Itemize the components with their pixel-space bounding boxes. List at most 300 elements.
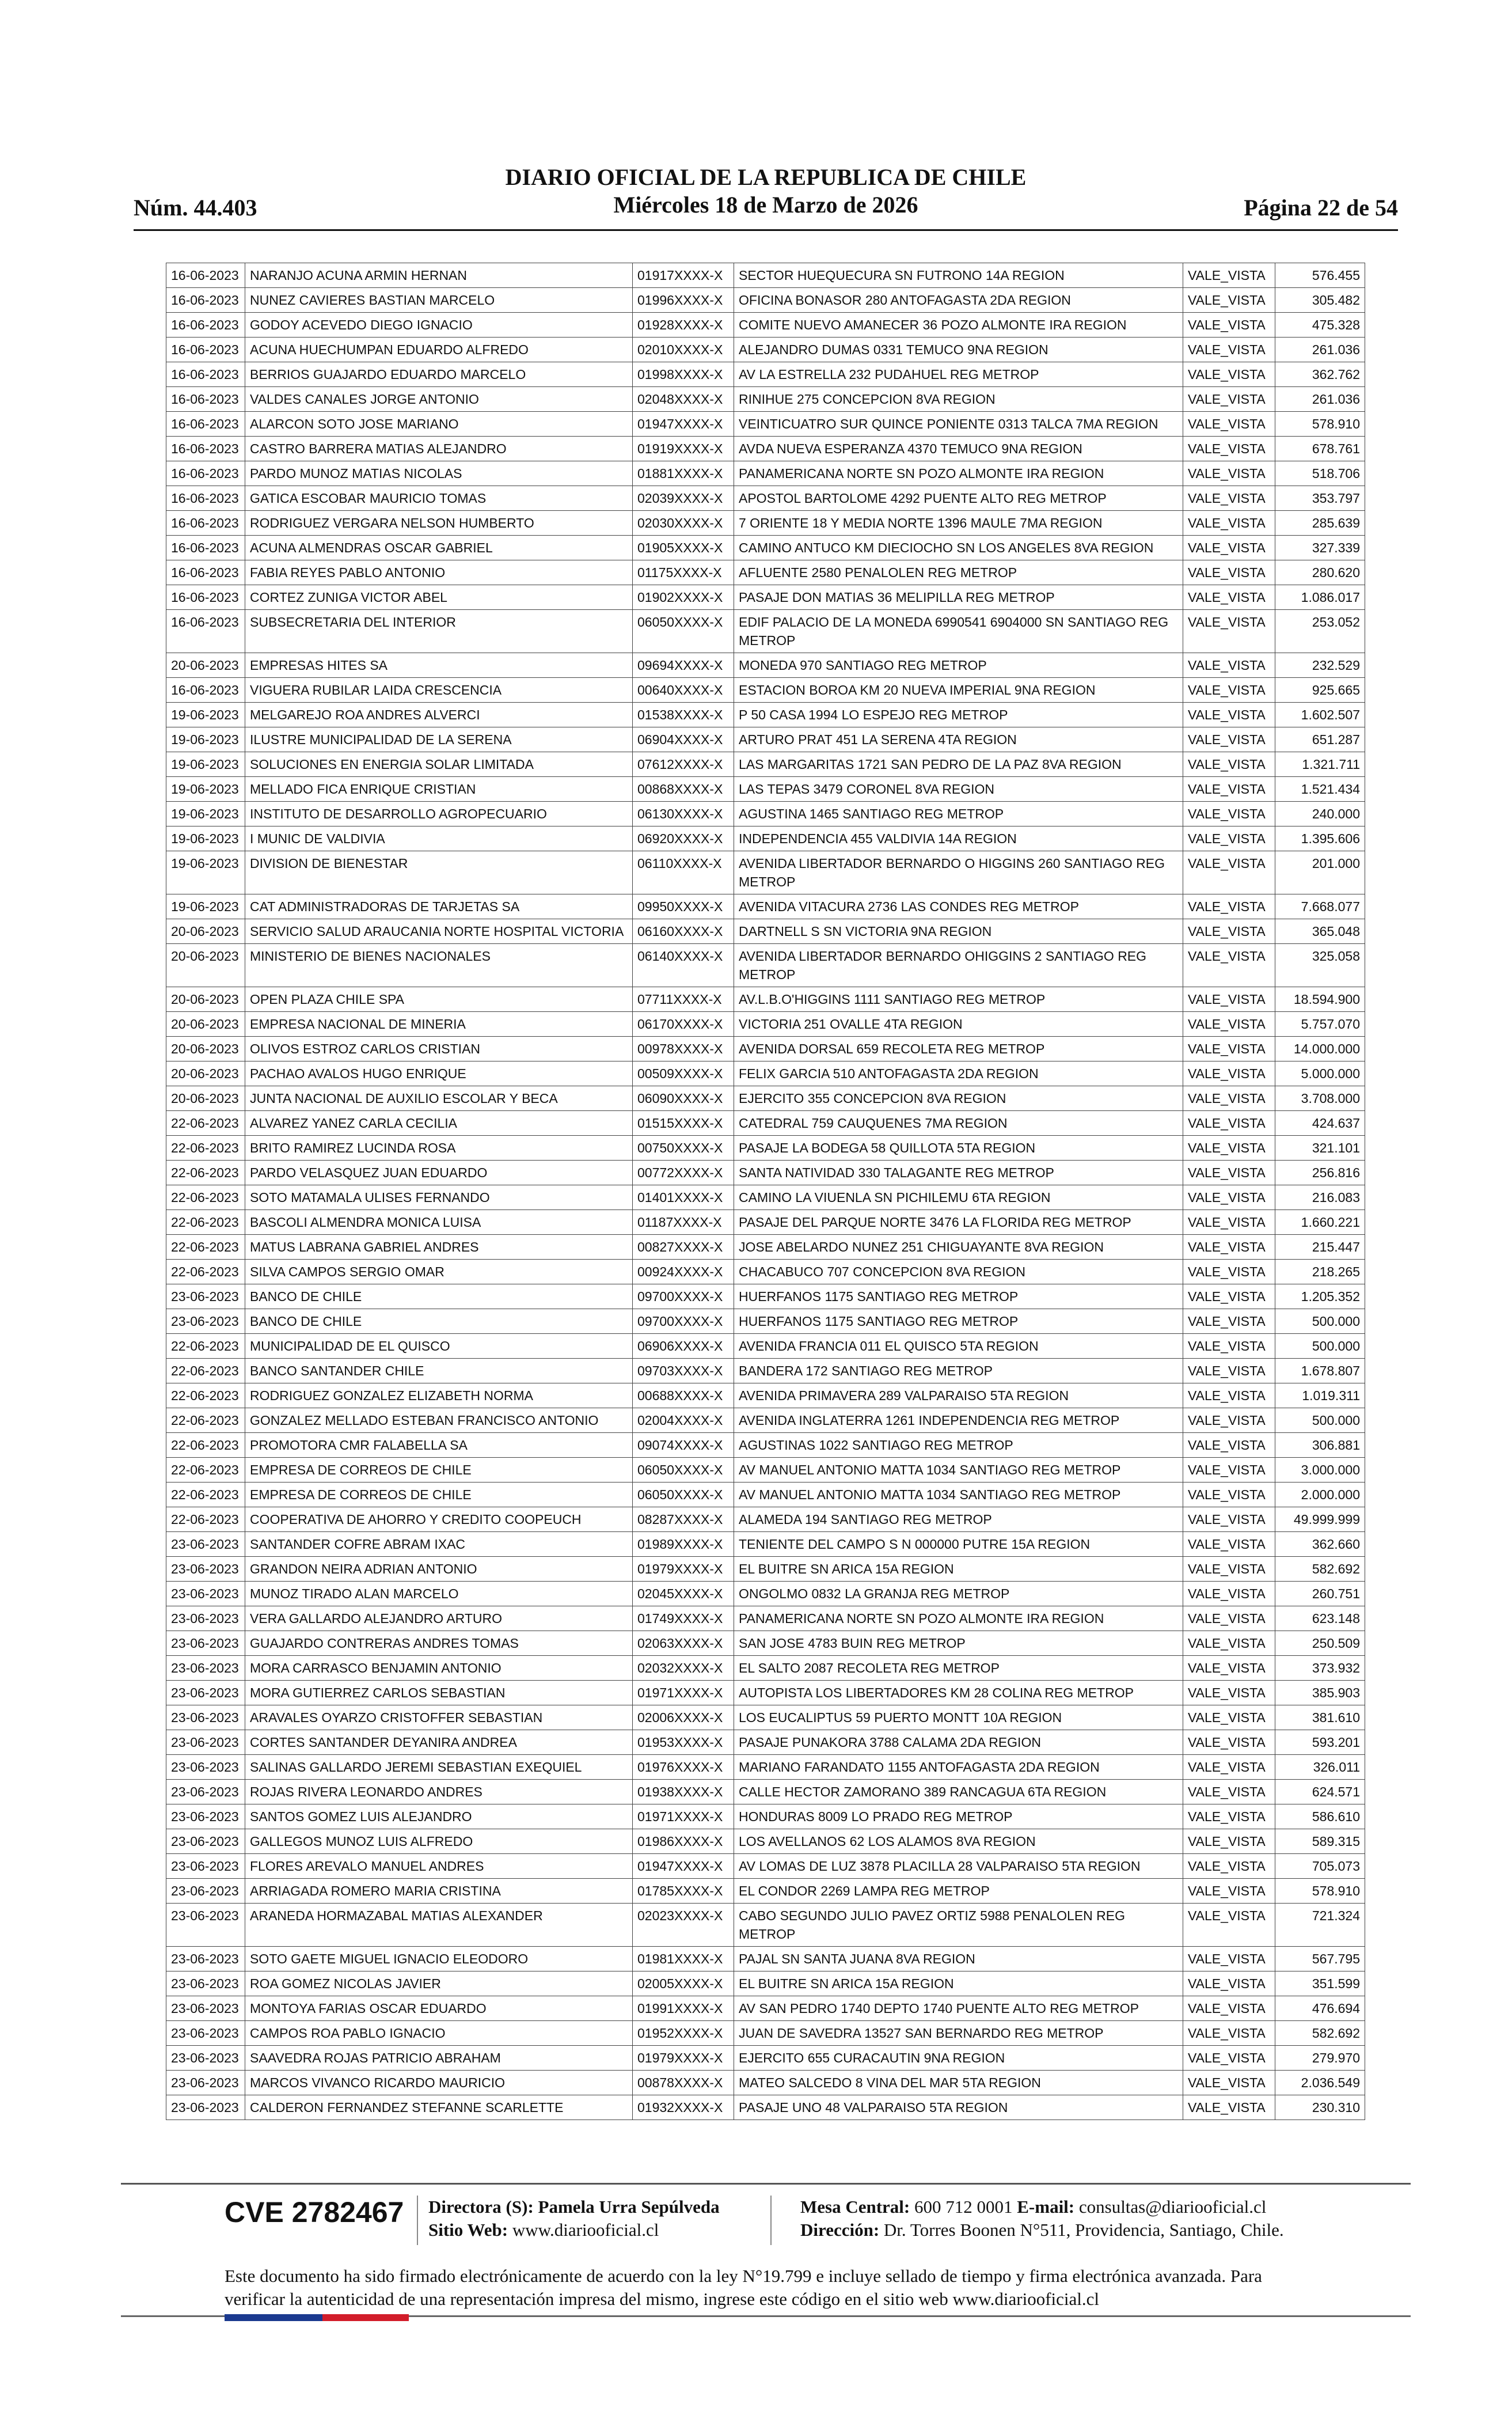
name-cell: EMPRESA DE CORREOS DE CHILE xyxy=(245,1458,633,1483)
cve-code: CVE 2782467 xyxy=(225,2196,404,2228)
name-cell: EMPRESA DE CORREOS DE CHILE xyxy=(245,1483,633,1507)
amount-cell: 721.324 xyxy=(1275,1904,1365,1947)
payment-type-cell: VALE_VISTA xyxy=(1183,987,1275,1012)
date-cell: 22-06-2023 xyxy=(166,1210,245,1235)
rut-cell: 01986XXXX-X xyxy=(633,1829,734,1854)
payment-type-cell: VALE_VISTA xyxy=(1183,1111,1275,1136)
rut-cell: 06904XXXX-X xyxy=(633,727,734,752)
rut-cell: 02030XXXX-X xyxy=(633,511,734,536)
payment-type-cell: VALE_VISTA xyxy=(1183,919,1275,944)
name-cell: SILVA CAMPOS SERGIO OMAR xyxy=(245,1260,633,1284)
payment-type-cell: VALE_VISTA xyxy=(1183,1971,1275,1996)
name-cell: FLORES AREVALO MANUEL ANDRES xyxy=(245,1854,633,1879)
name-cell: PARDO VELASQUEZ JUAN EDUARDO xyxy=(245,1161,633,1185)
rut-cell: 00772XXXX-X xyxy=(633,1161,734,1185)
payment-type-cell: VALE_VISTA xyxy=(1183,1829,1275,1854)
payment-type-cell: VALE_VISTA xyxy=(1183,1947,1275,1971)
name-cell: MORA CARRASCO BENJAMIN ANTONIO xyxy=(245,1656,633,1681)
amount-cell: 2.036.549 xyxy=(1275,2071,1365,2095)
amount-cell: 582.692 xyxy=(1275,1557,1365,1582)
address-cell: SANTA NATIVIDAD 330 TALAGANTE REG METROP xyxy=(734,1161,1183,1185)
date-cell: 20-06-2023 xyxy=(166,1037,245,1061)
date-cell: 16-06-2023 xyxy=(166,486,245,511)
amount-cell: 7.668.077 xyxy=(1275,894,1365,919)
name-cell: CORTEZ ZUNIGA VICTOR ABEL xyxy=(245,585,633,610)
amount-cell: 586.610 xyxy=(1275,1804,1365,1829)
name-cell: ARAVALES OYARZO CRISTOFFER SEBASTIAN xyxy=(245,1705,633,1730)
amount-cell: 325.058 xyxy=(1275,944,1365,987)
name-cell: ALVAREZ YANEZ CARLA CECILIA xyxy=(245,1111,633,1136)
rut-cell: 01881XXXX-X xyxy=(633,461,734,486)
footer-separator xyxy=(417,2196,418,2245)
table-row xyxy=(166,1854,1365,1879)
table-row xyxy=(166,1582,1365,1606)
address-cell: AVENIDA INGLATERRA 1261 INDEPENDENCIA REG METROP xyxy=(734,1408,1183,1433)
amount-cell: 678.761 xyxy=(1275,437,1365,461)
name-cell: SOTO MATAMALA ULISES FERNANDO xyxy=(245,1185,633,1210)
rut-cell: 06170XXXX-X xyxy=(633,1012,734,1037)
address-cell: MONEDA 970 SANTIAGO REG METROP xyxy=(734,653,1183,678)
amount-cell: 18.594.900 xyxy=(1275,987,1365,1012)
header-divider xyxy=(134,229,1398,231)
amount-cell: 14.000.000 xyxy=(1275,1037,1365,1061)
payment-type-cell: VALE_VISTA xyxy=(1183,826,1275,851)
name-cell: ILUSTRE MUNICIPALIDAD DE LA SERENA xyxy=(245,727,633,752)
payment-type-cell: VALE_VISTA xyxy=(1183,1507,1275,1532)
rut-cell: 02004XXXX-X xyxy=(633,1408,734,1433)
address-cell: MARIANO FARANDATO 1155 ANTOFAGASTA 2DA REGION xyxy=(734,1755,1183,1780)
amount-cell: 3.708.000 xyxy=(1275,1086,1365,1111)
date-cell: 23-06-2023 xyxy=(166,1829,245,1854)
payment-type-cell: VALE_VISTA xyxy=(1183,2071,1275,2095)
name-cell: NUNEZ CAVIERES BASTIAN MARCELO xyxy=(245,288,633,313)
table-row xyxy=(166,987,1365,1012)
name-cell: FABIA REYES PABLO ANTONIO xyxy=(245,560,633,585)
address-cell: EL CONDOR 2269 LAMPA REG METROP xyxy=(734,1879,1183,1904)
name-cell: EMPRESAS HITES SA xyxy=(245,653,633,678)
date-cell: 16-06-2023 xyxy=(166,362,245,387)
address-cell: VEINTICUATRO SUR QUINCE PONIENTE 0313 TALCA 7MA REGION xyxy=(734,412,1183,437)
table-row xyxy=(166,1061,1365,1086)
payment-type-cell: VALE_VISTA xyxy=(1183,1458,1275,1483)
amount-cell: 582.692 xyxy=(1275,2021,1365,2046)
table-row xyxy=(166,919,1365,944)
name-cell: RODRIGUEZ VERGARA NELSON HUMBERTO xyxy=(245,511,633,536)
date-cell: 23-06-2023 xyxy=(166,1532,245,1557)
amount-cell: 230.310 xyxy=(1275,2095,1365,2120)
name-cell: CORTES SANTANDER DEYANIRA ANDREA xyxy=(245,1730,633,1755)
name-cell: JUNTA NACIONAL DE AUXILIO ESCOLAR Y BECA xyxy=(245,1086,633,1111)
rut-cell: 06906XXXX-X xyxy=(633,1334,734,1359)
address-cell: EJERCITO 655 CURACAUTIN 9NA REGION xyxy=(734,2046,1183,2071)
address-cell: PANAMERICANA NORTE SN POZO ALMONTE IRA REGION xyxy=(734,461,1183,486)
table-row xyxy=(166,1185,1365,1210)
rut-cell: 00640XXXX-X xyxy=(633,678,734,703)
date-cell: 22-06-2023 xyxy=(166,1433,245,1458)
table-row xyxy=(166,1532,1365,1557)
rut-cell: 01917XXXX-X xyxy=(633,263,734,288)
payment-type-cell: VALE_VISTA xyxy=(1183,851,1275,894)
table-row xyxy=(166,1656,1365,1681)
rut-cell: 06050XXXX-X xyxy=(633,1458,734,1483)
address-cell: EJERCITO 355 CONCEPCION 8VA REGION xyxy=(734,1086,1183,1111)
table-row xyxy=(166,826,1365,851)
date-cell: 19-06-2023 xyxy=(166,752,245,777)
date-cell: 22-06-2023 xyxy=(166,1408,245,1433)
payment-type-cell: VALE_VISTA xyxy=(1183,1904,1275,1947)
date-cell: 23-06-2023 xyxy=(166,1854,245,1879)
payment-type-cell: VALE_VISTA xyxy=(1183,894,1275,919)
amount-cell: 253.052 xyxy=(1275,610,1365,653)
payment-type-cell: VALE_VISTA xyxy=(1183,1210,1275,1235)
amount-cell: 3.000.000 xyxy=(1275,1458,1365,1483)
name-cell: CAMPOS ROA PABLO IGNACIO xyxy=(245,2021,633,2046)
page-number: Página 22 de 54 xyxy=(1244,195,1398,221)
amount-cell: 476.694 xyxy=(1275,1996,1365,2021)
amount-cell: 1.086.017 xyxy=(1275,585,1365,610)
payment-type-cell: VALE_VISTA xyxy=(1183,653,1275,678)
rut-cell: 00688XXXX-X xyxy=(633,1383,734,1408)
table-row xyxy=(166,1136,1365,1161)
date-cell: 16-06-2023 xyxy=(166,511,245,536)
date-cell: 22-06-2023 xyxy=(166,1483,245,1507)
table-row xyxy=(166,1408,1365,1433)
date-cell: 23-06-2023 xyxy=(166,2046,245,2071)
payment-type-cell: VALE_VISTA xyxy=(1183,1705,1275,1730)
table-row xyxy=(166,1631,1365,1656)
rut-cell: 01175XXXX-X xyxy=(633,560,734,585)
name-cell: MORA GUTIERREZ CARLOS SEBASTIAN xyxy=(245,1681,633,1705)
payment-type-cell: VALE_VISTA xyxy=(1183,1681,1275,1705)
table-row xyxy=(166,1947,1365,1971)
payment-type-cell: VALE_VISTA xyxy=(1183,727,1275,752)
legal-notice: Este documento ha sido firmado electrónicamente de acuerdo con la ley N°19.799 e incluye sellado de tiempo y firma electrónica avanzada. Para verificar la autenticidad de una representación impresa del mismo, ingrese este código en el sitio web www.diariooficial.cl xyxy=(225,2266,1262,2309)
address-cell: LAS MARGARITAS 1721 SAN PEDRO DE LA PAZ 8VA REGION xyxy=(734,752,1183,777)
payment-type-cell: VALE_VISTA xyxy=(1183,1996,1275,2021)
name-cell: GATICA ESCOBAR MAURICIO TOMAS xyxy=(245,486,633,511)
rut-cell: 06160XXXX-X xyxy=(633,919,734,944)
table-row xyxy=(166,703,1365,727)
table-row xyxy=(166,585,1365,610)
amount-cell: 49.999.999 xyxy=(1275,1507,1365,1532)
table-row xyxy=(166,362,1365,387)
table-row xyxy=(166,2046,1365,2071)
amount-cell: 1.602.507 xyxy=(1275,703,1365,727)
date-cell: 23-06-2023 xyxy=(166,1804,245,1829)
amount-cell: 240.000 xyxy=(1275,802,1365,826)
amount-cell: 381.610 xyxy=(1275,1705,1365,1730)
rut-cell: 08287XXXX-X xyxy=(633,1507,734,1532)
rut-cell: 09700XXXX-X xyxy=(633,1284,734,1309)
name-cell: OPEN PLAZA CHILE SPA xyxy=(245,987,633,1012)
address-cell: APOSTOL BARTOLOME 4292 PUENTE ALTO REG METROP xyxy=(734,486,1183,511)
amount-cell: 326.011 xyxy=(1275,1755,1365,1780)
amount-cell: 260.751 xyxy=(1275,1582,1365,1606)
address-cell: CAMINO LA VIUENLA SN PICHILEMU 6TA REGION xyxy=(734,1185,1183,1210)
rut-cell: 01749XXXX-X xyxy=(633,1606,734,1631)
table-row xyxy=(166,1086,1365,1111)
amount-cell: 593.201 xyxy=(1275,1730,1365,1755)
rut-cell: 01952XXXX-X xyxy=(633,2021,734,2046)
table-row xyxy=(166,1507,1365,1532)
rut-cell: 01902XXXX-X xyxy=(633,585,734,610)
amount-cell: 1.019.311 xyxy=(1275,1383,1365,1408)
address-cell: ARTURO PRAT 451 LA SERENA 4TA REGION xyxy=(734,727,1183,752)
payment-type-cell: VALE_VISTA xyxy=(1183,1433,1275,1458)
footer-divider xyxy=(121,2183,1411,2185)
date-cell: 23-06-2023 xyxy=(166,1631,245,1656)
amount-cell: 925.665 xyxy=(1275,678,1365,703)
date-cell: 23-06-2023 xyxy=(166,2021,245,2046)
amount-cell: 285.639 xyxy=(1275,511,1365,536)
address-cell: DARTNELL S SN VICTORIA 9NA REGION xyxy=(734,919,1183,944)
address-cell: AVENIDA LIBERTADOR BERNARDO OHIGGINS 2 SANTIAGO REG METROP xyxy=(734,944,1183,987)
name-cell: BERRIOS GUAJARDO EDUARDO MARCELO xyxy=(245,362,633,387)
payment-type-cell: VALE_VISTA xyxy=(1183,610,1275,653)
email-link[interactable]: consultas@diariooficial.cl xyxy=(1078,2197,1267,2217)
rut-cell: 09700XXXX-X xyxy=(633,1309,734,1334)
rut-cell: 06050XXXX-X xyxy=(633,610,734,653)
address-cell: LAS TEPAS 3479 CORONEL 8VA REGION xyxy=(734,777,1183,802)
address-cell: PASAJE DEL PARQUE NORTE 3476 LA FLORIDA REG METROP xyxy=(734,1210,1183,1235)
amount-cell: 475.328 xyxy=(1275,313,1365,338)
address-cell: AVDA NUEVA ESPERANZA 4370 TEMUCO 9NA REGION xyxy=(734,437,1183,461)
address-cell: LOS EUCALIPTUS 59 PUERTO MONTT 10A REGION xyxy=(734,1705,1183,1730)
amount-cell: 1.395.606 xyxy=(1275,826,1365,851)
amount-cell: 705.073 xyxy=(1275,1854,1365,1879)
rut-cell: 00750XXXX-X xyxy=(633,1136,734,1161)
name-cell: PACHAO AVALOS HUGO ENRIQUE xyxy=(245,1061,633,1086)
name-cell: ARANEDA HORMAZABAL MATIAS ALEXANDER xyxy=(245,1904,633,1947)
payment-type-cell: VALE_VISTA xyxy=(1183,1161,1275,1185)
name-cell: ROA GOMEZ NICOLAS JAVIER xyxy=(245,1971,633,1996)
payment-type-cell: VALE_VISTA xyxy=(1183,1532,1275,1557)
payment-type-cell: VALE_VISTA xyxy=(1183,1582,1275,1606)
publication-title: DIARIO OFICIAL DE LA REPUBLICA DE CHILE xyxy=(505,164,1027,190)
table-row xyxy=(166,1904,1365,1947)
table-row xyxy=(166,752,1365,777)
table-row xyxy=(166,727,1365,752)
address-cell: AV MANUEL ANTONIO MATTA 1034 SANTIAGO REG METROP xyxy=(734,1483,1183,1507)
table-row xyxy=(166,1705,1365,1730)
address-cell: AVENIDA DORSAL 659 RECOLETA REG METROP xyxy=(734,1037,1183,1061)
date-cell: 20-06-2023 xyxy=(166,919,245,944)
amount-cell: 280.620 xyxy=(1275,560,1365,585)
name-cell: OLIVOS ESTROZ CARLOS CRISTIAN xyxy=(245,1037,633,1061)
address-cell: HUERFANOS 1175 SANTIAGO REG METROP xyxy=(734,1284,1183,1309)
table-row xyxy=(166,1730,1365,1755)
address-cell: EL BUITRE SN ARICA 15A REGION xyxy=(734,1971,1183,1996)
amount-cell: 1.678.807 xyxy=(1275,1359,1365,1383)
address-cell: AVENIDA VITACURA 2736 LAS CONDES REG METROP xyxy=(734,894,1183,919)
date-cell: 23-06-2023 xyxy=(166,1309,245,1334)
rut-cell: 00827XXXX-X xyxy=(633,1235,734,1260)
date-cell: 20-06-2023 xyxy=(166,1012,245,1037)
name-cell: GRANDON NEIRA ADRIAN ANTONIO xyxy=(245,1557,633,1582)
address-cell: ALAMEDA 194 SANTIAGO REG METROP xyxy=(734,1507,1183,1532)
rut-cell: 07711XXXX-X xyxy=(633,987,734,1012)
payment-type-cell: VALE_VISTA xyxy=(1183,1235,1275,1260)
address-cell: INDEPENDENCIA 455 VALDIVIA 14A REGION xyxy=(734,826,1183,851)
payment-type-cell: VALE_VISTA xyxy=(1183,511,1275,536)
date-cell: 16-06-2023 xyxy=(166,585,245,610)
rut-cell: 00868XXXX-X xyxy=(633,777,734,802)
rut-cell: 09694XXXX-X xyxy=(633,653,734,678)
rut-cell: 02006XXXX-X xyxy=(633,1705,734,1730)
date-cell: 23-06-2023 xyxy=(166,1755,245,1780)
address-cell: OFICINA BONASOR 280 ANTOFAGASTA 2DA REGION xyxy=(734,288,1183,313)
rut-cell: 01971XXXX-X xyxy=(633,1681,734,1705)
table-row xyxy=(166,2095,1365,2120)
rut-cell: 02048XXXX-X xyxy=(633,387,734,412)
address-cell: HUERFANOS 1175 SANTIAGO REG METROP xyxy=(734,1309,1183,1334)
table-row xyxy=(166,2071,1365,2095)
rut-cell: 01981XXXX-X xyxy=(633,1947,734,1971)
payment-type-cell: VALE_VISTA xyxy=(1183,585,1275,610)
address-cell: LOS AVELLANOS 62 LOS ALAMOS 8VA REGION xyxy=(734,1829,1183,1854)
amount-cell: 362.660 xyxy=(1275,1532,1365,1557)
table-row xyxy=(166,1483,1365,1507)
flag-stripe-blue xyxy=(225,2314,322,2321)
payment-type-cell: VALE_VISTA xyxy=(1183,1260,1275,1284)
payment-type-cell: VALE_VISTA xyxy=(1183,1656,1275,1681)
date-cell: 19-06-2023 xyxy=(166,851,245,894)
rut-cell: 01979XXXX-X xyxy=(633,2046,734,2071)
table-row xyxy=(166,511,1365,536)
flag-stripe-red xyxy=(322,2314,409,2321)
amount-cell: 1.321.711 xyxy=(1275,752,1365,777)
payment-type-cell: VALE_VISTA xyxy=(1183,288,1275,313)
address-cell: AFLUENTE 2580 PENALOLEN REG METROP xyxy=(734,560,1183,585)
table-row xyxy=(166,678,1365,703)
rut-cell: 09074XXXX-X xyxy=(633,1433,734,1458)
payment-type-cell: VALE_VISTA xyxy=(1183,1136,1275,1161)
direccion-value: Dr. Torres Boonen N°511, Providencia, Santiago, Chile. xyxy=(883,2220,1284,2240)
name-cell: GODOY ACEVEDO DIEGO IGNACIO xyxy=(245,313,633,338)
rut-cell: 06050XXXX-X xyxy=(633,1483,734,1507)
table-row xyxy=(166,486,1365,511)
table-row xyxy=(166,461,1365,486)
amount-cell: 385.903 xyxy=(1275,1681,1365,1705)
name-cell: ACUNA ALMENDRAS OSCAR GABRIEL xyxy=(245,536,633,560)
rut-cell: 01991XXXX-X xyxy=(633,1996,734,2021)
payment-type-cell: VALE_VISTA xyxy=(1183,944,1275,987)
rut-cell: 07612XXXX-X xyxy=(633,752,734,777)
table-row xyxy=(166,1996,1365,2021)
name-cell: DIVISION DE BIENESTAR xyxy=(245,851,633,894)
date-cell: 16-06-2023 xyxy=(166,313,245,338)
table-row xyxy=(166,1037,1365,1061)
amount-cell: 351.599 xyxy=(1275,1971,1365,1996)
payment-type-cell: VALE_VISTA xyxy=(1183,461,1275,486)
date-cell: 16-06-2023 xyxy=(166,560,245,585)
name-cell: CAT ADMINISTRADORAS DE TARJETAS SA xyxy=(245,894,633,919)
payment-type-cell: VALE_VISTA xyxy=(1183,1185,1275,1210)
amount-cell: 518.706 xyxy=(1275,461,1365,486)
table-row xyxy=(166,263,1365,288)
payment-type-cell: VALE_VISTA xyxy=(1183,777,1275,802)
directora-label: Directora (S): xyxy=(428,2197,534,2217)
date-cell: 19-06-2023 xyxy=(166,777,245,802)
date-cell: 19-06-2023 xyxy=(166,727,245,752)
name-cell: SUBSECRETARIA DEL INTERIOR xyxy=(245,610,633,653)
rut-cell: 01989XXXX-X xyxy=(633,1532,734,1557)
name-cell: VALDES CANALES JORGE ANTONIO xyxy=(245,387,633,412)
name-cell: GONZALEZ MELLADO ESTEBAN FRANCISCO ANTONIO xyxy=(245,1408,633,1433)
payment-type-cell: VALE_VISTA xyxy=(1183,2095,1275,2120)
rut-cell: 06130XXXX-X xyxy=(633,802,734,826)
amount-cell: 567.795 xyxy=(1275,1947,1365,1971)
address-cell: EDIF PALACIO DE LA MONEDA 6990541 6904000 SN SANTIAGO REG METROP xyxy=(734,610,1183,653)
name-cell: BANCO SANTANDER CHILE xyxy=(245,1359,633,1383)
date-cell: 22-06-2023 xyxy=(166,1334,245,1359)
date-cell: 20-06-2023 xyxy=(166,987,245,1012)
address-cell: CABO SEGUNDO JULIO PAVEZ ORTIZ 5988 PENALOLEN REG METROP xyxy=(734,1904,1183,1947)
address-cell: AVENIDA LIBERTADOR BERNARDO O HIGGINS 260 SANTIAGO REG METROP xyxy=(734,851,1183,894)
sitio-link[interactable]: www.diariooficial.cl xyxy=(512,2220,659,2240)
amount-cell: 500.000 xyxy=(1275,1334,1365,1359)
amount-cell: 232.529 xyxy=(1275,653,1365,678)
date-cell: 22-06-2023 xyxy=(166,1235,245,1260)
payment-type-cell: VALE_VISTA xyxy=(1183,1780,1275,1804)
table-row xyxy=(166,2021,1365,2046)
name-cell: ALARCON SOTO JOSE MARIANO xyxy=(245,412,633,437)
rut-cell: 01947XXXX-X xyxy=(633,1854,734,1879)
table-row xyxy=(166,1359,1365,1383)
rut-cell: 00509XXXX-X xyxy=(633,1061,734,1086)
rut-cell: 01953XXXX-X xyxy=(633,1730,734,1755)
table-row xyxy=(166,1309,1365,1334)
payment-type-cell: VALE_VISTA xyxy=(1183,1854,1275,1879)
amount-cell: 353.797 xyxy=(1275,486,1365,511)
rut-cell: 01187XXXX-X xyxy=(633,1210,734,1235)
date-cell: 20-06-2023 xyxy=(166,944,245,987)
table-row xyxy=(166,1458,1365,1483)
name-cell: MUNOZ TIRADO ALAN MARCELO xyxy=(245,1582,633,1606)
name-cell: BASCOLI ALMENDRA MONICA LUISA xyxy=(245,1210,633,1235)
table-row xyxy=(166,944,1365,987)
date-cell: 22-06-2023 xyxy=(166,1136,245,1161)
address-cell: P 50 CASA 1994 LO ESPEJO REG METROP xyxy=(734,703,1183,727)
masthead xyxy=(134,164,1398,219)
table-row xyxy=(166,536,1365,560)
name-cell: MINISTERIO DE BIENES NACIONALES xyxy=(245,944,633,987)
address-cell: PAJAL SN SANTA JUANA 8VA REGION xyxy=(734,1947,1183,1971)
payment-type-cell: VALE_VISTA xyxy=(1183,1606,1275,1631)
name-cell: MONTOYA FARIAS OSCAR EDUARDO xyxy=(245,1996,633,2021)
table-row xyxy=(166,1334,1365,1359)
payment-type-cell: VALE_VISTA xyxy=(1183,802,1275,826)
rut-cell: 01785XXXX-X xyxy=(633,1879,734,1904)
rut-cell: 01932XXXX-X xyxy=(633,2095,734,2120)
issue-number: Núm. 44.403 xyxy=(134,195,257,221)
table-row xyxy=(166,1755,1365,1780)
date-cell: 16-06-2023 xyxy=(166,338,245,362)
address-cell: RINIHUE 275 CONCEPCION 8VA REGION xyxy=(734,387,1183,412)
payment-type-cell: VALE_VISTA xyxy=(1183,263,1275,288)
payment-type-cell: VALE_VISTA xyxy=(1183,1557,1275,1582)
payment-type-cell: VALE_VISTA xyxy=(1183,1334,1275,1359)
date-cell: 23-06-2023 xyxy=(166,1730,245,1755)
date-cell: 23-06-2023 xyxy=(166,1971,245,1996)
date-cell: 19-06-2023 xyxy=(166,703,245,727)
table-row xyxy=(166,1681,1365,1705)
rut-cell: 01938XXXX-X xyxy=(633,1780,734,1804)
table-row xyxy=(166,437,1365,461)
address-cell: COMITE NUEVO AMANECER 36 POZO ALMONTE IRA REGION xyxy=(734,313,1183,338)
address-cell: VICTORIA 251 OVALLE 4TA REGION xyxy=(734,1012,1183,1037)
name-cell: SANTOS GOMEZ LUIS ALEJANDRO xyxy=(245,1804,633,1829)
